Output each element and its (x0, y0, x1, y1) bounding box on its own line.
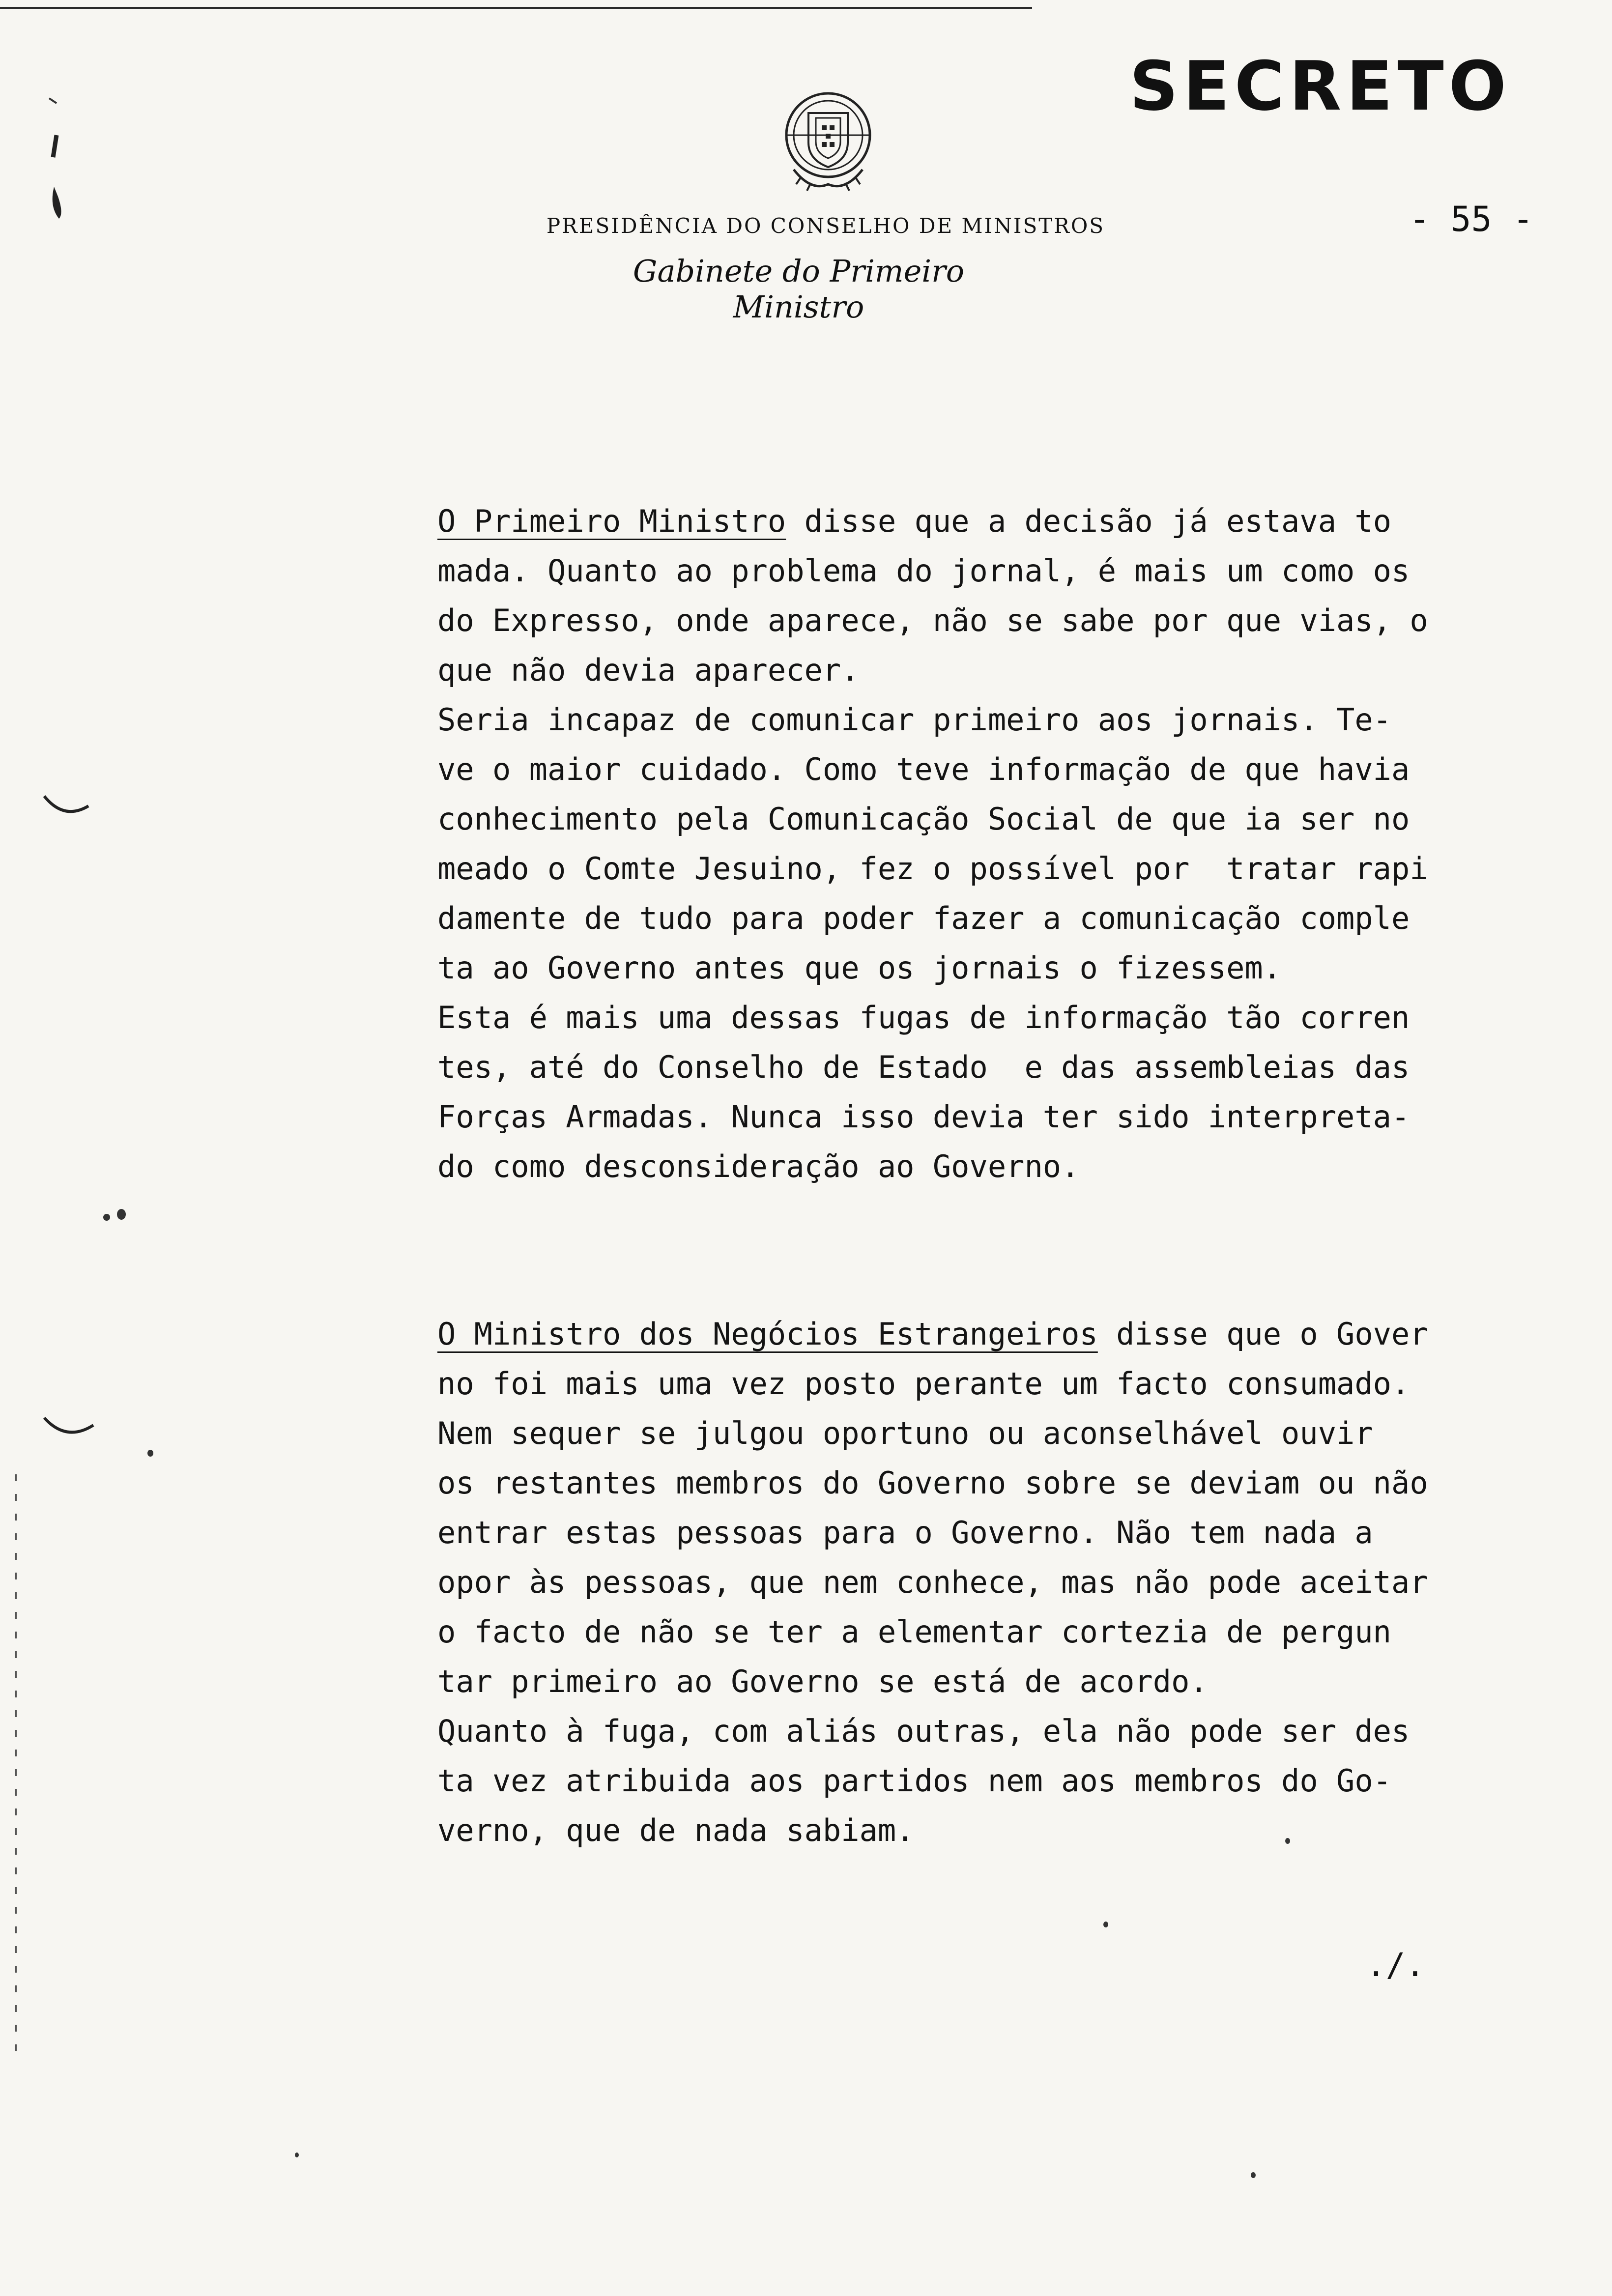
text-line: os restantes membros do Governo sobre se deviam ou não (437, 1465, 1428, 1501)
classification-stamp: SECRETO (1129, 47, 1511, 126)
institution-title: PRESIDÊNCIA DO CONSELHO DE MINISTROS (546, 214, 1105, 238)
text-line: Quanto à fuga, com aliás outras, ela não pode ser des (437, 1713, 1410, 1749)
continuation-mark: ./. (1366, 1946, 1425, 1984)
scan-edge (15, 1474, 17, 2064)
text-line: meado o Comte Jesuino, fez o possível por tratar rapi (437, 851, 1428, 887)
text-line: O Ministro dos Negócios Estrangeiros disse que o Gover (437, 1316, 1428, 1352)
margin-mark-icon (39, 786, 98, 826)
text-line: conhecimento pela Comunicação Social de que ia ser no (437, 801, 1410, 837)
paragraph-foreign-minister (437, 1309, 1538, 1855)
text-line: O Primeiro Ministro disse que a decisão já estava to (437, 503, 1392, 539)
minutes-body (437, 496, 1538, 1855)
text-line: tes, até do Conselho de Estado e das assembleias das (437, 1049, 1410, 1085)
text-line: damente de tudo para poder fazer a comunicação comple (437, 900, 1410, 936)
scan-speck (1251, 2172, 1256, 2178)
text-line: Nem sequer se julgou oportuno ou aconselhável ouvir (437, 1415, 1373, 1451)
text-line: Seria incapaz de comunicar primeiro aos jornais. Te- (437, 702, 1392, 738)
text-line: ta vez atribuida aos partidos nem aos membros do Go- (437, 1763, 1392, 1799)
page-number: - 55 - (1409, 199, 1533, 239)
top-rule (0, 7, 1032, 9)
text-line: ve o maior cuidado. Como teve informação de que havia (437, 751, 1410, 787)
text-line: Forças Armadas. Nunca isso devia ter sido interpreta- (437, 1099, 1410, 1135)
text-line: que não devia aparecer. (437, 652, 860, 688)
text-line: no foi mais uma vez posto perante um facto consumado. (437, 1366, 1410, 1402)
text-line: do Expresso, onde aparece, não se sabe por que vias, o (437, 603, 1428, 638)
text-line: verno, que de nada sabiam. (437, 1812, 915, 1848)
speaker-name: O Primeiro Ministro (437, 503, 786, 539)
scan-speck (1285, 1838, 1290, 1844)
margin-mark-icon (39, 1410, 103, 1450)
scan-speck (1103, 1922, 1108, 1927)
text-line: Esta é mais uma dessas fugas de informação tão corren (437, 1000, 1410, 1035)
margin-mark-icon (29, 88, 88, 226)
text-line: do como desconsideração ao Governo. (437, 1148, 1080, 1184)
scan-speck (295, 2152, 299, 2157)
text-line: opor às pessoas, que nem conhece, mas não pode aceitar (437, 1564, 1428, 1600)
scan-speck (147, 1450, 153, 1457)
coat-of-arms-emblem (767, 79, 890, 201)
text-line: o facto de não se ter a elementar cortezia de pergun (437, 1614, 1392, 1650)
paragraph-prime-minister (437, 496, 1538, 1191)
scan-speck (103, 1214, 110, 1221)
text-line: entrar estas pessoas para o Governo. Não tem nada a (437, 1515, 1373, 1550)
text-line: tar primeiro ao Governo se está de acordo. (437, 1664, 1208, 1699)
scan-speck (117, 1209, 126, 1220)
text-line: ta ao Governo antes que os jornais o fizessem. (437, 950, 1282, 986)
speaker-name: O Ministro dos Negócios Estrangeiros (437, 1316, 1098, 1352)
text-line: mada. Quanto ao problema do jornal, é mais um como os (437, 553, 1410, 589)
office-subtitle: Gabinete do Primeiro Ministro (633, 253, 965, 325)
